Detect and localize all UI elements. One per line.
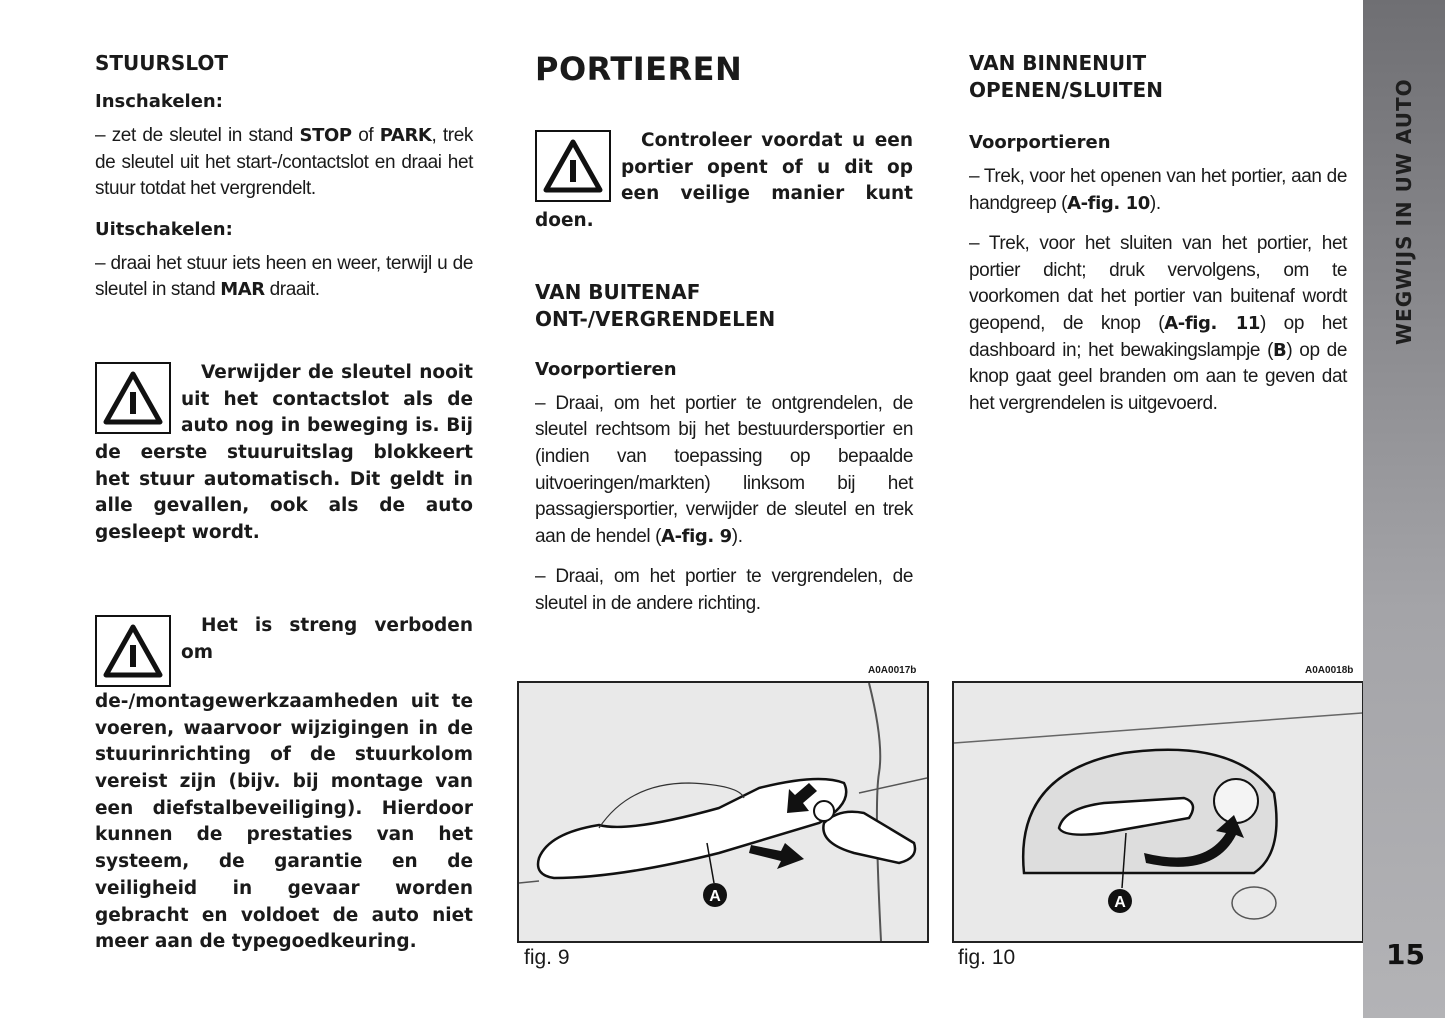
paragraph-uitschakelen: – draai het stuur iets heen en weer, terwijl u de sleutel in stand MAR draait. xyxy=(95,252,473,301)
subheading-inschakelen: Inschakelen: xyxy=(95,91,223,112)
column-steering-lock xyxy=(95,50,473,956)
subheading-front-doors: Voorportieren xyxy=(969,132,1111,153)
figure-code: A0A0018b xyxy=(1305,665,1354,676)
figure-9-image xyxy=(517,681,929,943)
figure-code: A0A0017b xyxy=(868,665,917,676)
warning-steering-modification: Het is streng verboden om de-/montagewerkzaamheden uit te voeren, waarvoor wijzigingen in de stuurinrichting of de stuurkolom vereist zijn (bijv. bij montage van een diefstalbeveiliging). Hierdoor kunnen de prestaties van het systeem, de garantie en de veiligheid in gevaar worden gebracht en voldoet de auto niet meer aan de typegoedkeuring. xyxy=(95,614,473,953)
column-inside xyxy=(969,50,1347,431)
warning-triangle-icon xyxy=(535,130,611,202)
figure-caption: fig. 9 xyxy=(524,946,570,969)
figure-label-a: A xyxy=(709,888,721,905)
heading-inside-open: VAN BINNENUIT OPENEN/SLUITEN xyxy=(969,51,1163,102)
figure-caption: fig. 10 xyxy=(958,946,1016,969)
paragraph-open: – Trek, voor het openen van het portier, aan de handgreep (A-fig. 10). xyxy=(969,166,1347,214)
figure-label-a: A xyxy=(1114,894,1126,911)
warning-triangle-icon xyxy=(95,615,171,687)
paragraph-lock: – Draai, om het portier te vergrendelen, de sleutel in de andere richting. xyxy=(535,566,913,614)
section-title: WEGWIJS IN UW AUTO xyxy=(1392,78,1416,345)
paragraph-close: – Trek, voor het sluiten van het portier, het portier dicht; druk vervolgens, om te voorkomen dat het portier van buitenaf wordt geopend, de knop (A-fig. 11) op het dashboard in; het bewakingslampje (B) op de knop gaat geel branden om aan te geven dat het vergrendelen is uitgevoerd. xyxy=(969,233,1348,414)
figure-10-image xyxy=(952,681,1364,943)
warning-triangle-icon xyxy=(95,362,171,434)
warning-door-open: Controleer voordat u een portier opent of u dit op een veilige manier kunt doen. xyxy=(535,130,913,232)
heading-outside-unlock: VAN BUITENAF ONT-/VERGRENDELEN xyxy=(535,279,776,331)
paragraph-unlock: – Draai, om het portier te ontgrendelen, de sleutel rechtsom bij het bestuurdersportier en (indien van toepassing op bepaalde uitvoeringen/markten) linksom bij het passagiersportier, verwijder de sleutel en trek aan de hendel (A-fig. 9). xyxy=(535,392,913,547)
subheading-uitschakelen: Uitschakelen: xyxy=(95,218,233,240)
page-number: 15 xyxy=(1386,938,1425,971)
paragraph-inschakelen: – zet de sleutel in stand STOP of PARK, trek de sleutel uit het start-/contactslot en draai het stuur totdat het vergrendelt. xyxy=(95,125,473,200)
column-doors xyxy=(535,50,913,632)
warning-remove-key: Verwijder de sleutel nooit uit het contactslot als de auto nog in beweging is. Bij de eerste stuuruitslag blokkeert het stuur automatisch. Dit geldt in alle gevallen, ook als de auto gesleept wordt. xyxy=(95,361,473,544)
subheading-front-doors: Voorportieren xyxy=(535,358,677,380)
heading-stuurslot: STUURSLOT xyxy=(95,51,229,75)
page-title: PORTIEREN xyxy=(535,50,743,88)
